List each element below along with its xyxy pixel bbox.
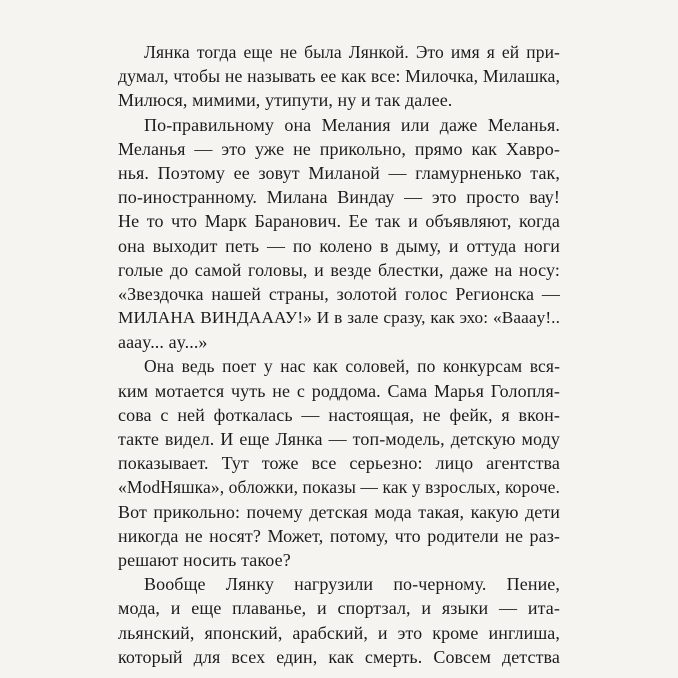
page-text <box>118 40 560 669</box>
text-line: который для всех един, как смерть. Совсем детства <box>118 646 560 667</box>
text-line: Вообще Лянку нагрузили по-черному. Пение, <box>144 574 560 595</box>
text-line: «Звездочка нашей страны, золотой голос Регионска — <box>118 283 560 304</box>
text-line: такте видел. И еще Лянка — топ-модель, детскую моду <box>118 429 560 449</box>
text-line: По-правильному она Мелания или даже Меланья. <box>144 114 560 135</box>
text-line: Не то что Марк Баранович. Ее так и объявляют, когда <box>118 211 560 232</box>
text-line: никогда не носят? Может, потому, что родители не раз- <box>118 525 560 546</box>
text-line: сова с ней фоткалась — настоящая, не фейк, я вкон- <box>118 404 560 425</box>
text-line: «ModНяшка», обложки, показы — как у взрослых, короче. <box>118 477 561 498</box>
text-line: Лянка тогда еще не была Лянкой. Это имя я ей при- <box>144 42 560 62</box>
text-line: голые до самой головы, и везде блестки, даже на носу: <box>118 259 560 280</box>
text-line: она выходит петь — по колено в дыму, и оттуда ноги <box>118 235 560 256</box>
text-line: Меланья — это уже не прикольно, прямо как Хавро- <box>118 138 560 159</box>
text-line: думал, чтобы не называть ее как все: Милочка, Милашка, <box>118 66 560 87</box>
text-line: мода, и еще плаванье, и спортзал, и языки — ита- <box>118 598 560 619</box>
text-line: нья. Поэтому ее зовут Миланой — гламурненько так, <box>118 162 560 183</box>
text-line: Она ведь поет у нас как соловей, по конкурсам вся- <box>144 356 560 377</box>
text-line: льянский, японский, арабский, и это кроме инглиша, <box>118 622 560 643</box>
text-line: по-иностранному. Милана Виндау — это просто вау! <box>118 187 560 208</box>
text-line: Милюся, мимими, утипути, ну и так далее. <box>118 90 453 111</box>
text-line: МИЛАНА ВИНДАААУ!» И в зале сразу, как эхо: «Ваааy!.. <box>118 308 560 328</box>
text-line: показывает. Тут тоже все серьезно: лицо агентства <box>118 453 560 474</box>
text-line: ким мотается чуть не с роддома. Сама Марья Голопля- <box>118 380 560 401</box>
text-line: Вот прикольно: почему детская мода такая, какую дети <box>118 501 560 522</box>
text-line: аааy... аy...» <box>118 332 208 353</box>
text-line: решают носить такое? <box>118 549 291 570</box>
